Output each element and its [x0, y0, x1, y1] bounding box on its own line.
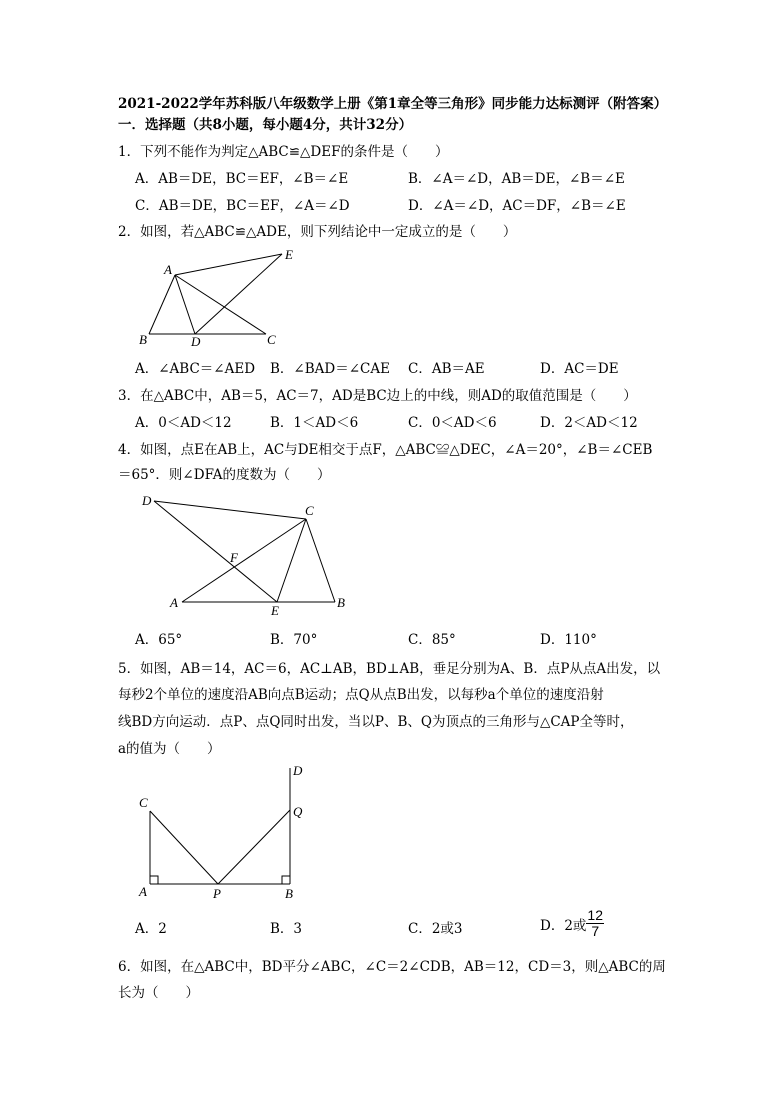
figure4-label-b: B: [337, 595, 345, 610]
question-5-option-d: [540, 908, 604, 939]
question-2-figure: [135, 245, 305, 350]
question-5-stem-line2: 每秒2个单位的速度沿AB向点B运动；点Q从点B出发，以每秒a个单位的速度沿射: [118, 687, 604, 703]
question-4-option-d: D．110°: [540, 632, 597, 648]
figure4-label-a: A: [170, 595, 178, 610]
figure5-label-a: A: [139, 884, 147, 899]
question-5-stem-line4: a的值为（ ）: [118, 741, 221, 757]
question-3-stem: 3．在△ABC中，AB＝5，AC＝7，AD是BC边上的中线，则AD的取值范围是（ ）: [118, 388, 637, 404]
figure2-label-b: B: [139, 332, 147, 347]
question-3-option-b: B．1＜AD＜6: [270, 415, 359, 431]
figure4-label-d: D: [142, 493, 152, 508]
figure4-label-e: E: [271, 603, 279, 618]
question-1-option-c: C．AB＝DE，BC＝EF，∠A＝∠D: [135, 198, 350, 214]
question-5-option-b: B．3: [270, 921, 303, 937]
question-4-option-a: A．65°: [135, 632, 183, 648]
section-heading: 一．选择题（共8小题，每小题4分，共计32分）: [118, 117, 413, 133]
question-5-option-d-fraction: [586, 908, 604, 939]
question-6-stem-line1: 6．如图，在△ABC中，BD平分∠ABC，∠C＝2∠CDB，AB＝12，CD＝3，则△ABC的周: [118, 959, 666, 975]
question-2-option-a: A．∠ABC＝∠AED: [135, 361, 256, 377]
question-2-stem: 2．如图，若△ABC≌△ADE，则下列结论中一定成立的是（ ）: [118, 224, 517, 240]
question-1-option-b: B．∠A＝∠D，AB＝DE，∠B＝∠E: [408, 171, 625, 187]
question-4-stem-line1: 4．如图，点E在AB上，AC与DE相交于点F，△ABC≌△DEC，∠A＝20°，∠B＝∠CEB: [118, 442, 653, 458]
question-3-option-d: D．2＜AD＜12: [540, 415, 638, 431]
figure4-label-c: C: [305, 503, 314, 518]
figure5-label-p: P: [213, 886, 221, 901]
question-5-stem-line3: 线BD方向运动．点P、点Q同时出发，当以P、B、Q为顶点的三角形与△CAP全等时，: [118, 714, 634, 730]
question-1-option-d: D．∠A＝∠D，AC＝DF，∠B＝∠E: [408, 198, 626, 214]
figure5-label-c: C: [139, 795, 148, 810]
question-5-stem-line1: 5．如图，AB＝14，AC＝6，AC⊥AB，BD⊥AB，垂足分别为A、B．点P从点A出发，以: [118, 661, 661, 677]
question-4-option-b: B．70°: [270, 632, 318, 648]
fraction-denominator: 7: [591, 923, 600, 939]
question-2-option-b: B．∠BAD＝∠CAE: [270, 361, 390, 377]
question-3-option-c: C．0＜AD＜6: [408, 415, 497, 431]
question-3-option-a: A．0＜AD＜12: [135, 415, 232, 431]
figure2-label-d: D: [191, 334, 201, 349]
figure2-label-a: A: [164, 262, 172, 277]
question-5-option-d-label: D．2或: [540, 917, 587, 934]
figure2-label-e: E: [285, 247, 293, 262]
figure5-label-d: D: [293, 763, 303, 778]
figure5-label-q: Q: [293, 804, 303, 819]
question-2-option-d: D．AC＝DE: [540, 361, 619, 377]
question-5-figure: [135, 762, 325, 904]
fraction-numerator: 12: [587, 907, 603, 923]
question-4-option-c: C．85°: [408, 632, 456, 648]
question-5-option-c: C．2或3: [408, 921, 463, 937]
question-5-option-a: A．2: [135, 921, 167, 937]
question-4-stem-line2: ＝65°．则∠DFA的度数为（ ）: [118, 467, 331, 483]
question-1-stem: 1．下列不能作为判定△ABC≌△DEF的条件是（ ）: [118, 144, 449, 160]
question-1-option-a: A．AB＝DE，BC＝EF，∠B＝∠E: [135, 171, 349, 187]
question-4-figure: [135, 490, 355, 620]
figure5-label-b: B: [285, 886, 293, 901]
figure2-label-c: C: [267, 332, 276, 347]
question-2-option-c: C．AB＝AE: [408, 361, 485, 377]
figure4-label-f: F: [230, 550, 238, 565]
document-title: 2021-2022学年苏科版八年级数学上册《第1章全等三角形》同步能力达标测评（附答案）: [118, 96, 668, 112]
question-6-stem-line2: 长为（ ）: [118, 985, 199, 1001]
